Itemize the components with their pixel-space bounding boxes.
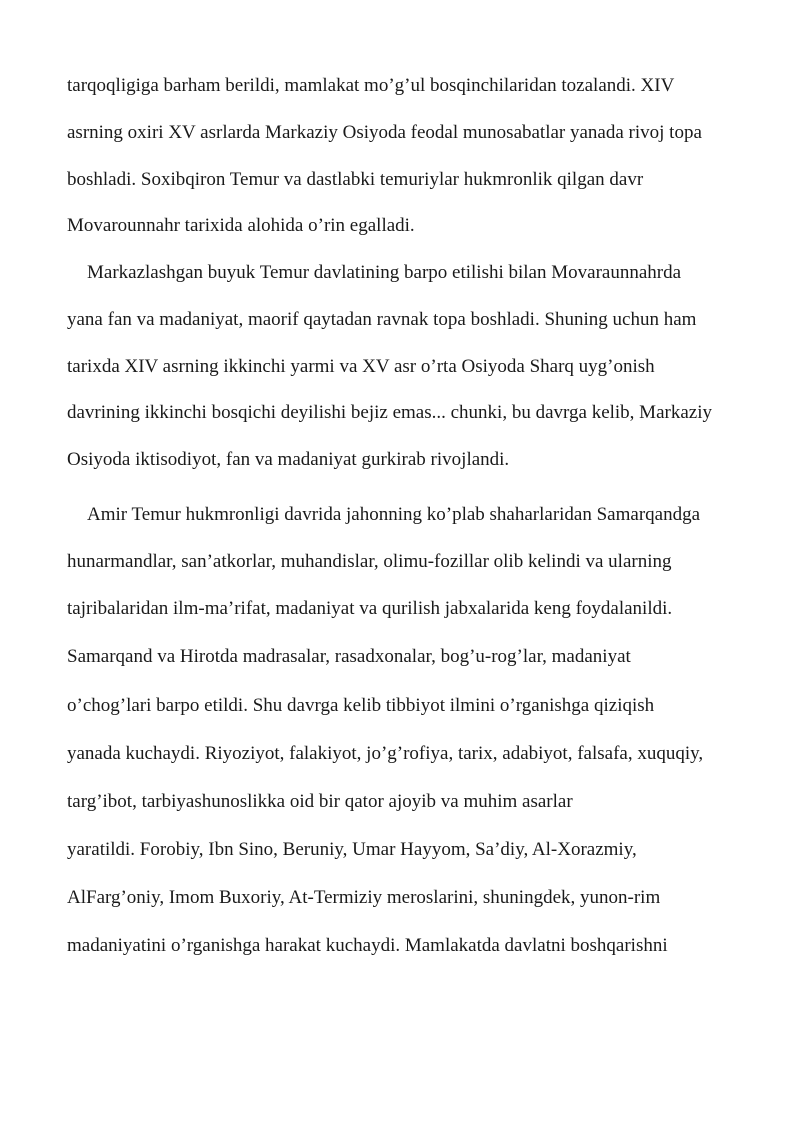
text-line: tarqoqligiga barham berildi, mamlakat mo’g’ul bosqinchilaridan tozalandi. XIV [67, 75, 675, 96]
text-line: yanada kuchaydi. Riyoziyot, falakiyot, jo’g’rofiya, tarix, adabiyot, falsafa, xuquqiy, [67, 743, 704, 764]
paragraph-start-line: Amir Temur hukmronligi davrida jahonning ko’plab shaharlaridan Samarqandga [87, 504, 701, 525]
text-line: yaratildi. Forobiy, Ibn Sino, Beruniy, Umar Hayyom, Sa’diy, Al-Xorazmiy, [67, 839, 637, 860]
text-line: tajribalaridan ilm-ma’rifat, madaniyat va qurilish jabxalarida keng foydalanildi. [67, 598, 673, 619]
paragraph-start-line: Markazlashgan buyuk Temur davlatining barpo etilishi bilan Movaraunnahrda [87, 262, 682, 283]
text-line: Samarqand va Hirotda madrasalar, rasadxonalar, bog’u-rog’lar, madaniyat [67, 646, 631, 667]
text-line: Osiyoda iktisodiyot, fan va madaniyat gurkirab rivojlandi. [67, 449, 510, 470]
text-line: Movarounnahr tarixida alohida o’rin egalladi. [67, 215, 415, 236]
text-line: hunarmandlar, san’atkorlar, muhandislar, olimu-fozillar olib kelindi va ularning [67, 551, 672, 572]
text-line: AlFarg’oniy, Imom Buxoriy, At-Termiziy meroslarini, shuningdek, yunon-rim [67, 887, 661, 908]
text-line: madaniyatini o’rganishga harakat kuchaydi. Mamlakatda davlatni boshqarishni [67, 935, 668, 956]
text-line: asrning oxiri XV asrlarda Markaziy Osiyoda feodal munosabatlar yanada rivoj topa [67, 122, 702, 143]
text-line: tarixda XIV asrning ikkinchi yarmi va XV asr o’rta Osiyoda Sharq uyg’onish [67, 356, 655, 377]
text-line: davrining ikkinchi bosqichi deyilishi bejiz emas... chunki, bu davrga kelib, Markaziy [67, 402, 712, 423]
text-line: targ’ibot, tarbiyashunoslikka oid bir qator ajoyib va muhim asarlar [67, 791, 573, 812]
text-line: o’chog’lari barpo etildi. Shu davrga kelib tibbiyot ilmini o’rganishga qiziqish [67, 695, 655, 716]
text-line: yana fan va madaniyat, maorif qaytadan ravnak topa boshladi. Shuning uchun ham [67, 309, 697, 330]
text-line: boshladi. Soxibqiron Temur va dastlabki temuriylar hukmronlik qilgan davr [67, 169, 644, 190]
